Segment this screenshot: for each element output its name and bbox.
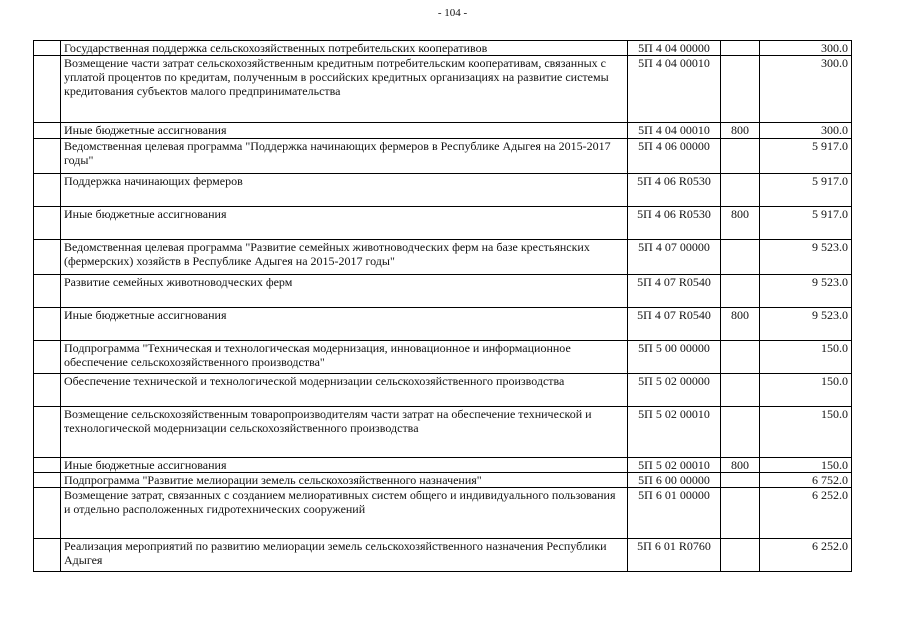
item-name: Обеспечение технической и технологической модернизации сельскохозяйственного производства [61, 374, 628, 407]
table-row [34, 123, 852, 139]
row-marker-cell [34, 41, 61, 56]
table-row [34, 275, 852, 308]
row-marker-cell [34, 458, 61, 473]
target-code: 5П 4 06 R0530 [628, 174, 721, 207]
table-row [34, 407, 852, 458]
row-marker-cell [34, 275, 61, 308]
table-row [34, 174, 852, 207]
expense-type [721, 374, 760, 407]
table-row [34, 139, 852, 174]
amount: 9 523.0 [760, 308, 852, 341]
table-row [34, 240, 852, 275]
item-name: Подпрограмма "Техническая и технологическая модернизация, инновационное и информационное обеспечение сельскохозяйственного производства" [61, 341, 628, 374]
row-marker-cell [34, 139, 61, 174]
target-code: 5П 5 02 00010 [628, 407, 721, 458]
table-row [34, 473, 852, 488]
item-name: Ведомственная целевая программа "Поддержка начинающих фермеров в Республике Адыгея на 2015-2017 годы" [61, 139, 628, 174]
target-code: 5П 4 06 00000 [628, 139, 721, 174]
expense-type [721, 56, 760, 123]
row-marker-cell [34, 56, 61, 123]
table-row [34, 56, 852, 123]
target-code: 5П 4 04 00010 [628, 56, 721, 123]
amount: 6 752.0 [760, 473, 852, 488]
expense-type [721, 473, 760, 488]
row-marker-cell [34, 174, 61, 207]
expense-type: 800 [721, 123, 760, 139]
expense-type [721, 240, 760, 275]
item-name: Ведомственная целевая программа "Развитие семейных животноводческих ферм на базе крестьянских (фермерских) хозяйств в Республике Адыгея на 2015-2017 годы" [61, 240, 628, 275]
target-code: 5П 4 04 00000 [628, 41, 721, 56]
expense-type [721, 407, 760, 458]
amount: 300.0 [760, 123, 852, 139]
item-name: Государственная поддержка сельскохозяйственных потребительских кооперативов [61, 41, 628, 56]
target-code: 5П 6 00 00000 [628, 473, 721, 488]
amount: 6 252.0 [760, 539, 852, 572]
row-marker-cell [34, 539, 61, 572]
item-name: Иные бюджетные ассигнования [61, 123, 628, 139]
page-number: - 104 - [437, 7, 468, 19]
target-code: 5П 6 01 R0760 [628, 539, 721, 572]
target-code: 5П 4 06 R0530 [628, 207, 721, 240]
amount: 150.0 [760, 374, 852, 407]
item-name: Развитие семейных животноводческих ферм [61, 275, 628, 308]
expense-type: 800 [721, 308, 760, 341]
item-name: Возмещение затрат, связанных с созданием мелиоративных систем общего и индивидуального пользования и отдельно расположенных гидротехнических сооружений [61, 488, 628, 539]
expense-type [721, 275, 760, 308]
expense-type [721, 174, 760, 207]
item-name: Поддержка начинающих фермеров [61, 174, 628, 207]
amount: 9 523.0 [760, 275, 852, 308]
table-row [34, 374, 852, 407]
row-marker-cell [34, 207, 61, 240]
table-row [34, 341, 852, 374]
row-marker-cell [34, 488, 61, 539]
row-marker-cell [34, 123, 61, 139]
amount: 150.0 [760, 341, 852, 374]
row-marker-cell [34, 473, 61, 488]
target-code: 5П 4 07 00000 [628, 240, 721, 275]
target-code: 5П 4 04 00010 [628, 123, 721, 139]
target-code: 5П 4 07 R0540 [628, 308, 721, 341]
amount: 6 252.0 [760, 488, 852, 539]
amount: 150.0 [760, 407, 852, 458]
amount: 5 917.0 [760, 174, 852, 207]
item-name: Возмещение сельскохозяйственным товаропроизводителям части затрат на обеспечение технической и технологической модернизации сельскохозяйственного производства [61, 407, 628, 458]
item-name: Возмещение части затрат сельскохозяйственным кредитным потребительским кооперативам, связанных с уплатой процентов по кредитам, полученным в российских кредитных организациях на развитие системы кредитования субъектов малого предпринимательства [61, 56, 628, 123]
expense-type [721, 139, 760, 174]
row-marker-cell [34, 341, 61, 374]
expense-type [721, 41, 760, 56]
table-row [34, 488, 852, 539]
table-row [34, 458, 852, 473]
row-marker-cell [34, 374, 61, 407]
table-row [34, 207, 852, 240]
table-row [34, 308, 852, 341]
target-code: 5П 5 02 00000 [628, 374, 721, 407]
expense-type [721, 539, 760, 572]
table-row [34, 539, 852, 572]
expense-type: 800 [721, 458, 760, 473]
expense-type [721, 341, 760, 374]
item-name: Иные бюджетные ассигнования [61, 207, 628, 240]
target-code: 5П 6 01 00000 [628, 488, 721, 539]
target-code: 5П 4 07 R0540 [628, 275, 721, 308]
item-name: Иные бюджетные ассигнования [61, 308, 628, 341]
row-marker-cell [34, 407, 61, 458]
budget-table [33, 40, 852, 572]
amount: 9 523.0 [760, 240, 852, 275]
item-name: Подпрограмма "Развитие мелиорации земель сельскохозяйственного назначения" [61, 473, 628, 488]
row-marker-cell [34, 240, 61, 275]
table-row [34, 41, 852, 56]
amount: 300.0 [760, 56, 852, 123]
expense-type [721, 488, 760, 539]
expense-type: 800 [721, 207, 760, 240]
amount: 5 917.0 [760, 139, 852, 174]
item-name: Реализация мероприятий по развитию мелиорации земель сельскохозяйственного назначения Республики Адыгея [61, 539, 628, 572]
amount: 150.0 [760, 458, 852, 473]
target-code: 5П 5 00 00000 [628, 341, 721, 374]
amount: 300.0 [760, 41, 852, 56]
target-code: 5П 5 02 00010 [628, 458, 721, 473]
amount: 5 917.0 [760, 207, 852, 240]
item-name: Иные бюджетные ассигнования [61, 458, 628, 473]
row-marker-cell [34, 308, 61, 341]
